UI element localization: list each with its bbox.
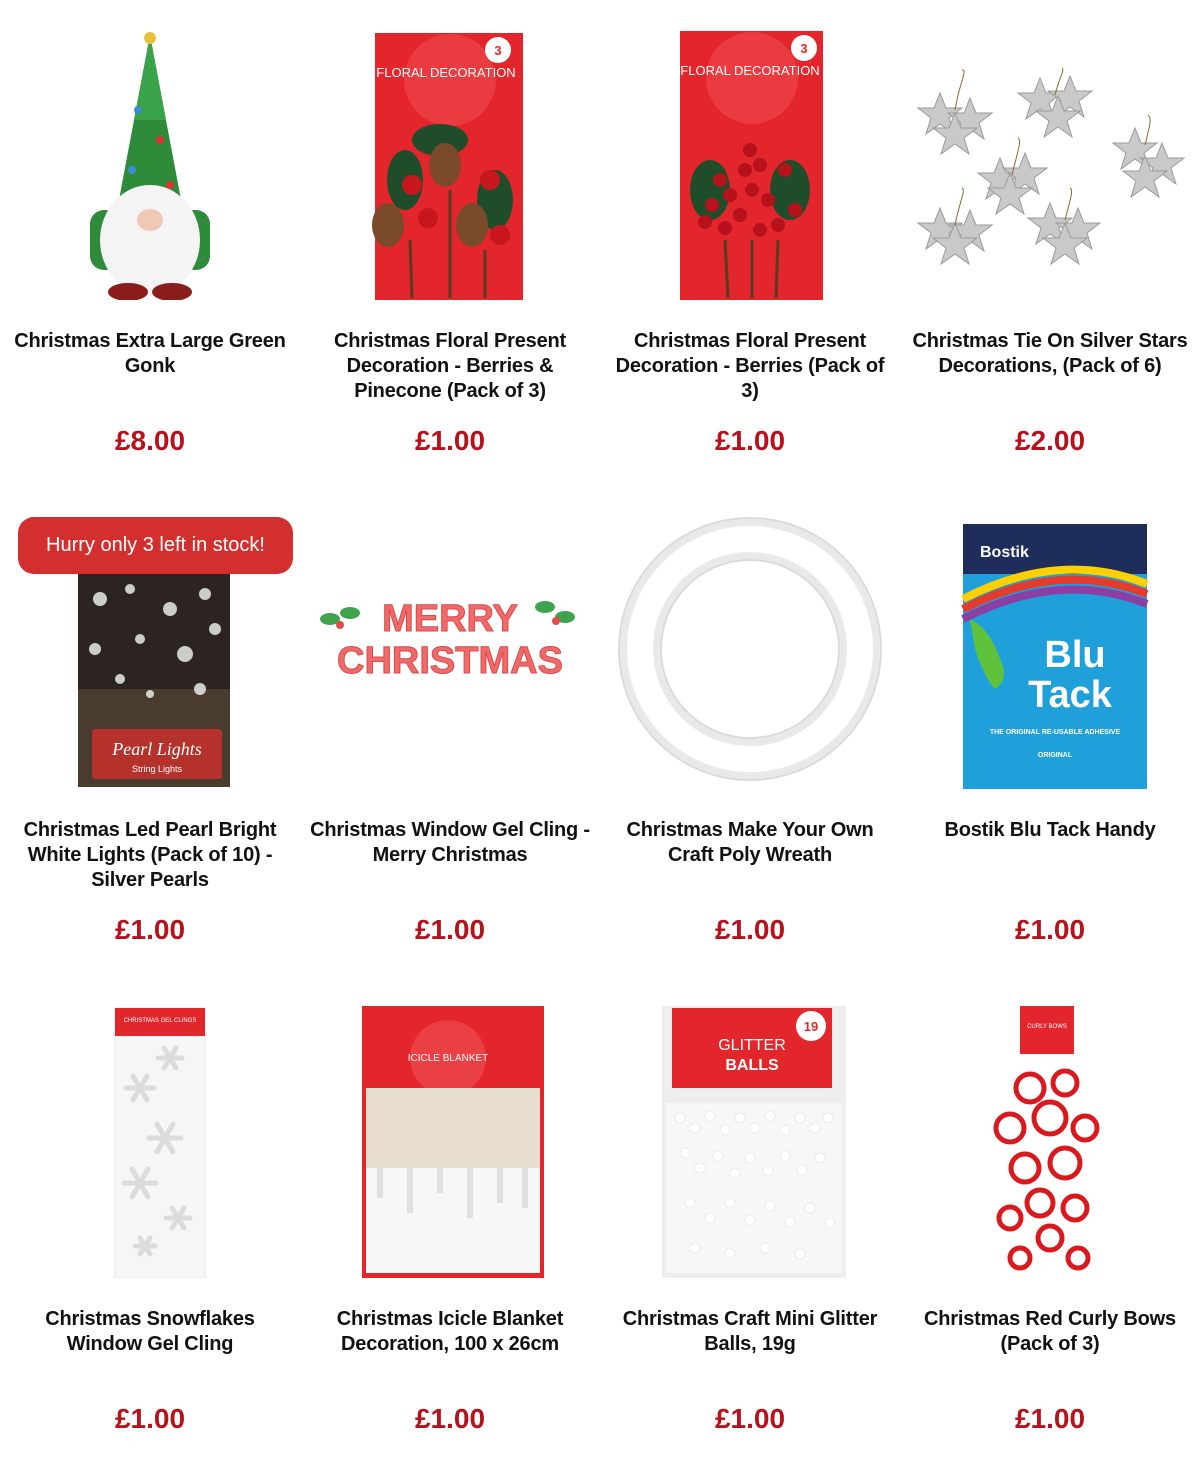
product-title[interactable]: Christmas Snowflakes Window Gel Cling [45, 1308, 255, 1355]
pack-label: CHRISTMAS GEL CLINGS [123, 1018, 197, 1024]
merry-christmas-cling-image [300, 489, 600, 789]
product-title[interactable]: Christmas Led Pearl Bright White Lights (Pack of 10) - Silver Pearls [23, 819, 277, 891]
product-name-line-2: Tack [1028, 674, 1112, 716]
product-card[interactable] [900, 0, 1200, 489]
pack-badge: 3 [494, 43, 502, 58]
product-price: £1.00 [114, 914, 186, 945]
glitter-balls-image [600, 978, 900, 1278]
pack-label: FLORAL DECORATION [680, 63, 820, 78]
pack-badge: 19 [803, 1019, 819, 1034]
pack-label-line-1: GLITTER [718, 1037, 786, 1054]
product-card[interactable] [600, 489, 900, 978]
product-title[interactable]: Christmas Tie On Silver Stars Decorations, (Pack of 6) [912, 330, 1188, 377]
product-image[interactable] [900, 978, 1200, 1278]
product-price: £1.00 [414, 425, 486, 456]
low-stock-badge: Hurry only 3 left in stock! [18, 517, 293, 574]
curly-bows-image [900, 978, 1200, 1278]
product-price: £1.00 [714, 914, 786, 945]
product-name-line-1: Blu [1044, 634, 1106, 676]
product-card[interactable] [0, 0, 300, 489]
product-image[interactable] [600, 978, 900, 1278]
product-card[interactable] [300, 978, 600, 1467]
product-title[interactable]: Christmas Craft Mini Glitter Balls, 19g [622, 1308, 878, 1355]
snowflake-cling-image [0, 978, 300, 1278]
product-title[interactable]: Christmas Make Your Own Craft Poly Wreath [626, 819, 874, 866]
product-price: £1.00 [114, 1403, 186, 1434]
blu-tack-image [900, 489, 1200, 789]
product-image[interactable] [600, 0, 900, 300]
product-card[interactable] [300, 0, 600, 489]
icicle-blanket-image [300, 978, 600, 1278]
floral-decoration-berries-image [600, 0, 900, 300]
product-title[interactable]: Christmas Extra Large Green Gonk [14, 330, 286, 377]
product-image[interactable] [0, 978, 300, 1278]
pack-label: CURLY BOWS [1027, 1024, 1067, 1030]
product-title[interactable]: Christmas Icicle Blanket Decoration, 100 x 26cm [336, 1308, 564, 1355]
brand-label: Bostik [980, 544, 1029, 561]
product-image[interactable] [0, 0, 300, 300]
product-price: £1.00 [714, 1403, 786, 1434]
product-image[interactable] [300, 978, 600, 1278]
product-title[interactable]: Christmas Floral Present Decoration - Berries (Pack of 3) [615, 330, 885, 402]
product-image[interactable] [600, 489, 900, 789]
product-card[interactable] [600, 0, 900, 489]
product-price: £1.00 [414, 1403, 486, 1434]
product-price: £2.00 [1014, 425, 1086, 456]
product-price: £1.00 [1014, 1403, 1086, 1434]
cling-line-1: MERRY [382, 598, 518, 640]
product-price: £1.00 [1014, 914, 1086, 945]
pack-label: FLORAL DECORATION [376, 65, 516, 80]
product-title[interactable]: Christmas Window Gel Cling - Merry Christmas [310, 819, 590, 866]
product-title[interactable]: Christmas Floral Present Decoration - Berries & Pinecone (Pack of 3) [334, 330, 566, 402]
poly-wreath-image [600, 489, 900, 789]
variant-label: ORIGINAL [1037, 752, 1073, 759]
pack-label-line-2: BALLS [725, 1057, 779, 1074]
product-card[interactable] [900, 978, 1200, 1467]
product-title[interactable]: Christmas Red Curly Bows (Pack of 3) [924, 1308, 1176, 1355]
tagline: THE ORIGINAL RE-USABLE ADHESIVE [989, 729, 1121, 736]
pack-sublabel: String Lights [131, 764, 183, 774]
floral-decoration-pinecone-image [300, 0, 600, 300]
product-image[interactable] [300, 0, 600, 300]
product-image[interactable] [300, 489, 600, 789]
cling-line-2: CHRISTMAS [337, 640, 563, 682]
product-price: £1.00 [714, 425, 786, 456]
green-gonk-image [0, 0, 300, 300]
pack-label: ICICLE BLANKET [407, 1053, 489, 1064]
product-card[interactable] [0, 489, 300, 978]
pack-badge: 3 [800, 41, 808, 56]
product-image[interactable] [900, 489, 1200, 789]
silver-stars-image [900, 0, 1200, 300]
product-card[interactable] [300, 489, 600, 978]
pack-label: Pearl Lights [112, 739, 202, 759]
product-title[interactable]: Bostik Blu Tack Handy [944, 819, 1156, 841]
product-price: £8.00 [114, 425, 186, 456]
product-card[interactable] [900, 489, 1200, 978]
product-card[interactable] [600, 978, 900, 1467]
product-price: £1.00 [414, 914, 486, 945]
product-image[interactable] [900, 0, 1200, 300]
product-card[interactable] [0, 978, 300, 1467]
